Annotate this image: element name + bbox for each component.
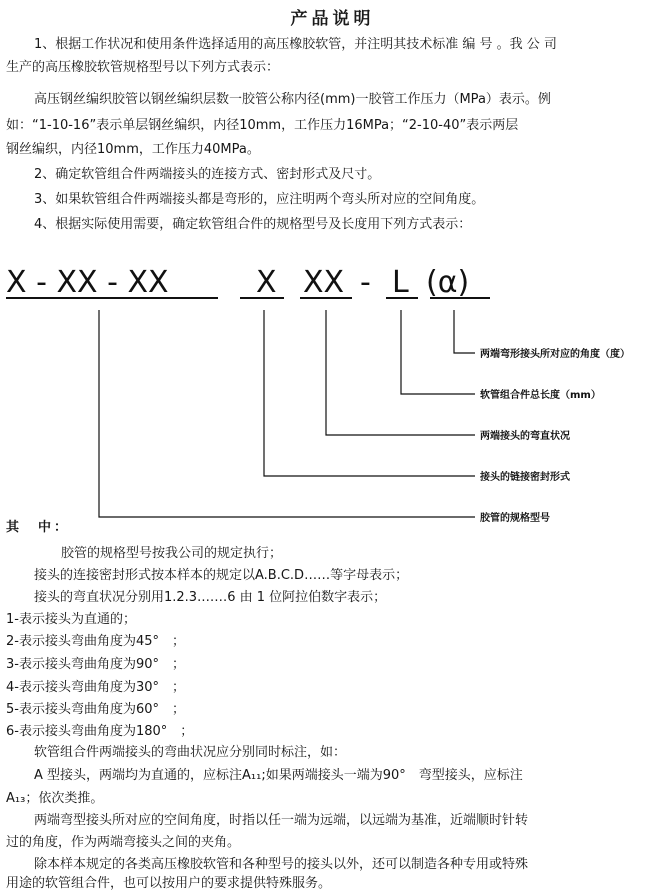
legend-bend: 两端接头的弯直状况 <box>480 431 570 442</box>
legend-seal: 接头的链接密封形式 <box>480 472 570 483</box>
note-angle-def-line1: 两端弯型接头所对应的空间角度，时指以任一端为远端，以远端为基准，近端顺时针转 <box>34 813 529 828</box>
code-segment-angle: (α) <box>426 265 470 300</box>
note-custom-service-line2: 用途的软管组合件，也可以按用户的要求提供特殊服务。 <box>6 876 332 891</box>
bend-code-1: 1-表示接头为直通的； <box>6 612 136 627</box>
intro-p3: 3、如果软管组合件两端接头都是弯形的，应注明两个弯头所对应的空间角度。 <box>34 192 485 207</box>
leader-length <box>401 310 475 394</box>
intro-p1-line1: 1、根据工作状况和使用条件选择适用的高压橡胶软管，并注明其技术标准 编 号 。我 公 司 <box>34 37 557 52</box>
legend-spec: 胶管的规格型号 <box>480 513 550 524</box>
legend-angle: 两端弯形接头所对应的角度（度） <box>480 349 630 360</box>
bend-code-3: 3-表示接头弯曲角度为90° ； <box>6 657 186 672</box>
intro-p1-line3: 高压钢丝编织胶管以钢丝编织层数一胶管公称内径(mm)一胶管工作压力（MPa）表示。例 <box>34 92 551 107</box>
note-spec-rule: 胶管的规格型号按我公司的规定执行； <box>61 546 283 561</box>
intro-p1-line2: 生产的高压橡胶软管规格型号以下列方式表示： <box>6 60 280 75</box>
intro-p1-line5: 钢丝编织，内径10mm，工作压力40MPa。 <box>6 142 260 157</box>
code-segment-length: L <box>392 265 409 300</box>
intro-p4: 4、根据实际使用需要，确定软管组合件的规格型号及长度用下列方式表示： <box>34 217 472 232</box>
intro-p2: 2、确定软管组合件两端接头的连接方式、密封形式及尺寸。 <box>34 167 381 182</box>
notes-heading: 其 中： <box>6 520 71 535</box>
note-marking-example-cont: A₁₃；依次类推。 <box>6 791 104 806</box>
bend-code-5: 5-表示接头弯曲角度为60° ； <box>6 702 186 717</box>
model-code-diagram <box>0 258 665 528</box>
page-title: 产品说明 <box>290 9 375 29</box>
leader-seal <box>264 310 475 476</box>
intro-p1-line4: 如：“1-10-16”表示单层钢丝编织，内径10mm，工作压力16MPa；“2-10-40”表示两层 <box>6 118 519 133</box>
code-dash: - <box>360 265 371 300</box>
model-code-svg <box>0 258 665 528</box>
code-segment-bend: XX <box>303 265 345 300</box>
leader-angle <box>454 310 475 353</box>
note-custom-service-line1: 除本样本规定的各类高压橡胶软管和各种型号的接头以外，还可以制造各种专用或特殊 <box>34 857 529 872</box>
legend-length: 软管组合件总长度（mm） <box>480 390 601 401</box>
note-seal-rule: 接头的连接密封形式按本样本的规定以A.B.C.D……等字母表示； <box>34 568 409 583</box>
note-marking-rule: 软管组合件两端接头的弯曲状况应分别同时标注，如： <box>34 745 347 760</box>
note-bend-rule: 接头的弯直状况分别用1.2.3.……6 由 1 位阿拉伯数字表示； <box>34 590 387 605</box>
leader-lines <box>99 310 475 517</box>
code-segment-spec: X - XX - XX <box>6 265 169 300</box>
bend-code-6: 6-表示接头弯曲角度为180° ； <box>6 724 194 739</box>
code-segment-seal: X <box>256 265 277 300</box>
bend-code-4: 4-表示接头弯曲角度为30° ； <box>6 680 186 695</box>
bend-code-2: 2-表示接头弯曲角度为45° ； <box>6 634 186 649</box>
note-angle-def-line2: 过的角度，作为两端弯接头之间的夹角。 <box>6 835 241 850</box>
leader-spec <box>99 310 475 517</box>
note-marking-example: A 型接头，两端均为直通的，应标注A₁₁;如果两端接头一端为90° 弯型接头，应标注 <box>34 768 523 783</box>
